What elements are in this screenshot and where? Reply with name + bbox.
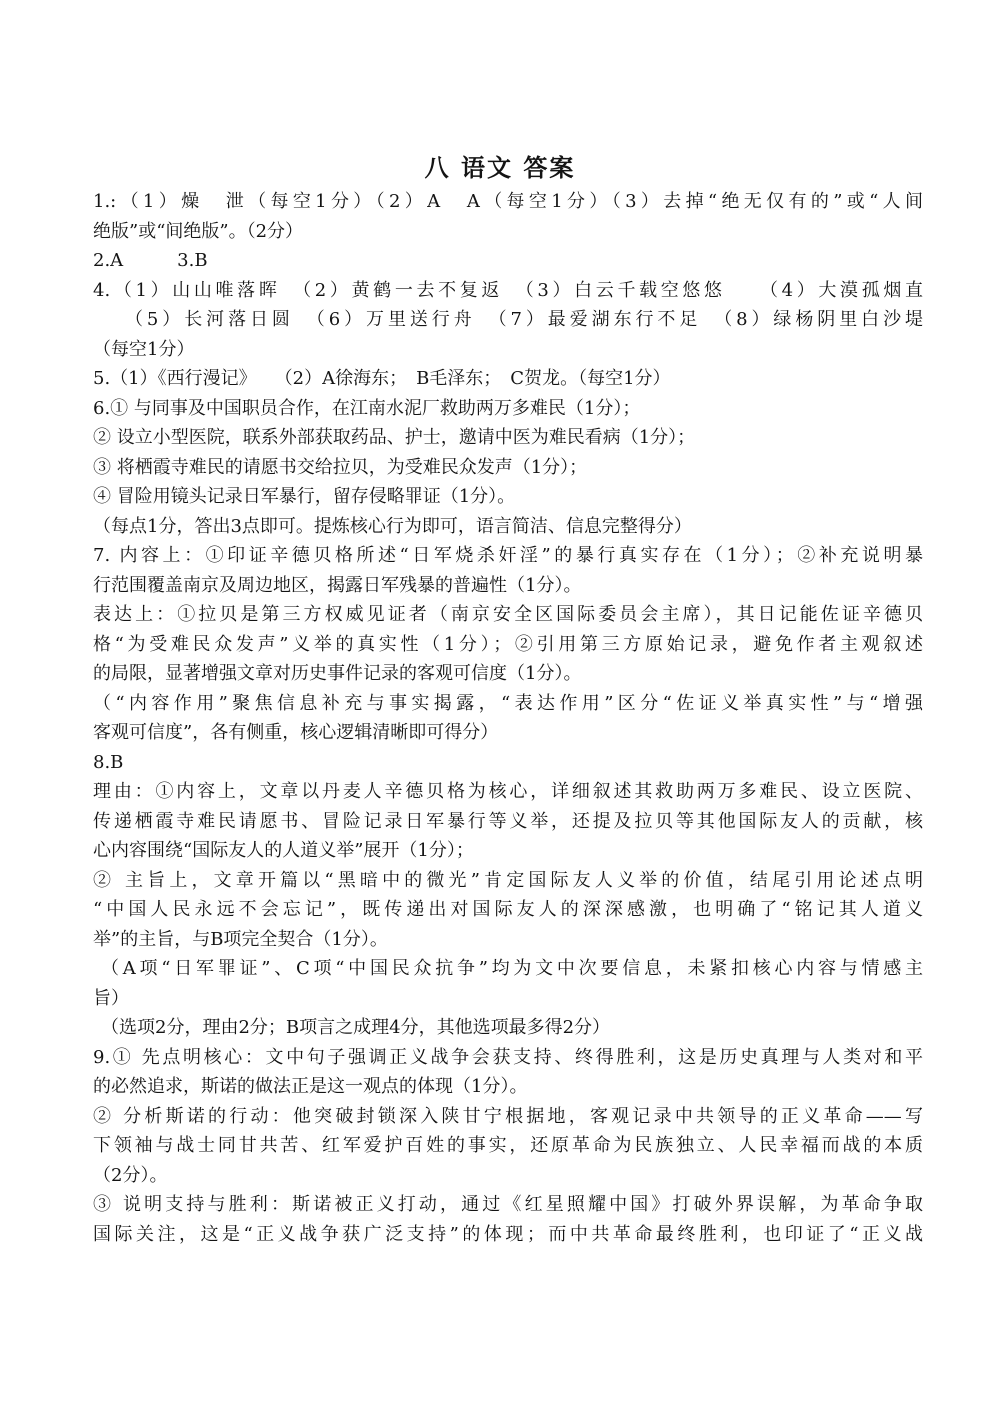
text-line: 7. 内容上：①印证辛德贝格所述“日军烧杀奸淫”的暴行真实存在（1分）；②补充说明暴 — [93, 545, 923, 566]
text-line: 格“为受难民众发声”义举的真实性（1分）；②引用第三方原始记录，避免作者主观叙述 — [93, 633, 923, 655]
text-line: （每空1分） — [93, 338, 195, 360]
text-line: 6.① 与同事及中国职员合作，在江南水泥厂救助两万多难民（1分）； — [93, 397, 641, 419]
text-line: ③ 说明支持与胜利：斯诺被正义打动，通过《红星照耀中国》打破外界误解，为革命争取 — [93, 1194, 923, 1215]
text-line: 2.A 3.B — [93, 250, 208, 271]
text-line: （2分）。 — [93, 1164, 168, 1186]
text-line: 国际关注，这是“正义战争获广泛支持”的体现；而中共革命最终胜利，也印证了“正义战 — [93, 1223, 923, 1245]
text-line: （A项“日军罪证”、C项“中国民众抗争”均为文中次要信息，未紧扣核心内容与情感主 — [101, 958, 923, 979]
text-line: 绝版”或“间绝版”。（2分） — [93, 220, 304, 242]
text-line: 的必然追求，斯诺的做法正是这一观点的体现（1分）。 — [93, 1076, 528, 1097]
text-line: 心内容围绕“国际友人的人道义举”展开（1分）； — [93, 840, 474, 861]
text-line: ③ 将栖霞寺难民的请愿书交给拉贝，为受难民众发声（1分）； — [93, 456, 588, 478]
text-line: （选项2分，理由2分；B项言之成理4分，其他选项最多得2分） — [101, 1017, 611, 1038]
text-line: ② 主旨上，文章开篇以“黑暗中的微光”肯定国际友人义举的价值，结尾引用论述点明 — [93, 869, 923, 891]
text-line: 表达上：①拉贝是第三方权威见证者（南京安全区国际委员会主席），其日记能佐证辛德贝 — [93, 604, 923, 625]
text-line: ④ 冒险用镜头记录日军暴行，留存侵略罪证（1分）。 — [93, 486, 516, 507]
text-line: 9.① 先点明核心：文中句子强调正义战争会获支持、终得胜利，这是历史真理与人类对和平 — [93, 1046, 923, 1068]
text-line: 理由：①内容上，文章以丹麦人辛德贝格为核心，详细叙述其救助两万多难民、设立医院、 — [93, 781, 923, 802]
text-line: 旨） — [93, 987, 129, 1009]
text-line: 8.B — [93, 751, 124, 773]
text-line: 行范围覆盖南京及周边地区，揭露日军残暴的普遍性（1分）。 — [93, 574, 582, 596]
text-line: （每点1分，答出3点即可。提炼核心行为即可，语言简洁、信息完整得分） — [93, 515, 692, 537]
text-line: ② 分析斯诺的行动：他突破封锁深入陕甘宁根据地，客观记录中共领导的正义革命——写 — [93, 1105, 923, 1127]
text-line: 下领袖与战士同甘共苦、红军爱护百姓的事实，还原革命为民族独立、人民幸福而战的本质 — [93, 1135, 923, 1156]
page-title: 八 语文 答案 — [424, 153, 576, 182]
text-line: （“内容作用”聚焦信息补充与事实揭露，“表达作用”区分“佐证义举真实性”与“增强 — [93, 692, 923, 714]
answer-body — [93, 187, 923, 1249]
text-line: 4.（1）山山唯落晖 （2）黄鹤一去不复返 （3）白云千载空悠悠 （4）大漠孤烟直 — [93, 279, 923, 301]
text-line: 5.（1）《西行漫记》 （2）A徐海东； B毛泽东； C贺龙。（每空1分） — [93, 368, 671, 389]
text-line: 客观可信度”，各有侧重，核心逻辑清晰即可得分） — [93, 722, 499, 743]
text-line: （5）长河落日圆 （6）万里送行舟 （7）最爱湖东行不足 （8）绿杨阴里白沙堤 — [125, 309, 923, 330]
text-line: 举”的主旨，与B项完全契合（1分）。 — [93, 928, 388, 950]
text-line: 1.:（1）燥 泄（每空1分）（2）A A（每空1分）（3）去掉“绝无仅有的”或“人间 — [93, 191, 923, 212]
text-line: “中国人民永远不会忘记”，既传递出对国际友人的深深感激，也明确了“铭记其人道义 — [93, 899, 923, 920]
text-line: 的局限，显著增强文章对历史事件记录的客观可信度（1分）。 — [93, 663, 582, 684]
text-line: 传递栖霞寺难民请愿书、冒险记录日军暴行等义举，还提及拉贝等其他国际友人的贡献，核 — [93, 810, 923, 832]
text-line: ② 设立小型医院，联系外部获取药品、护士，邀请中医为难民看病（1分）； — [93, 427, 696, 448]
